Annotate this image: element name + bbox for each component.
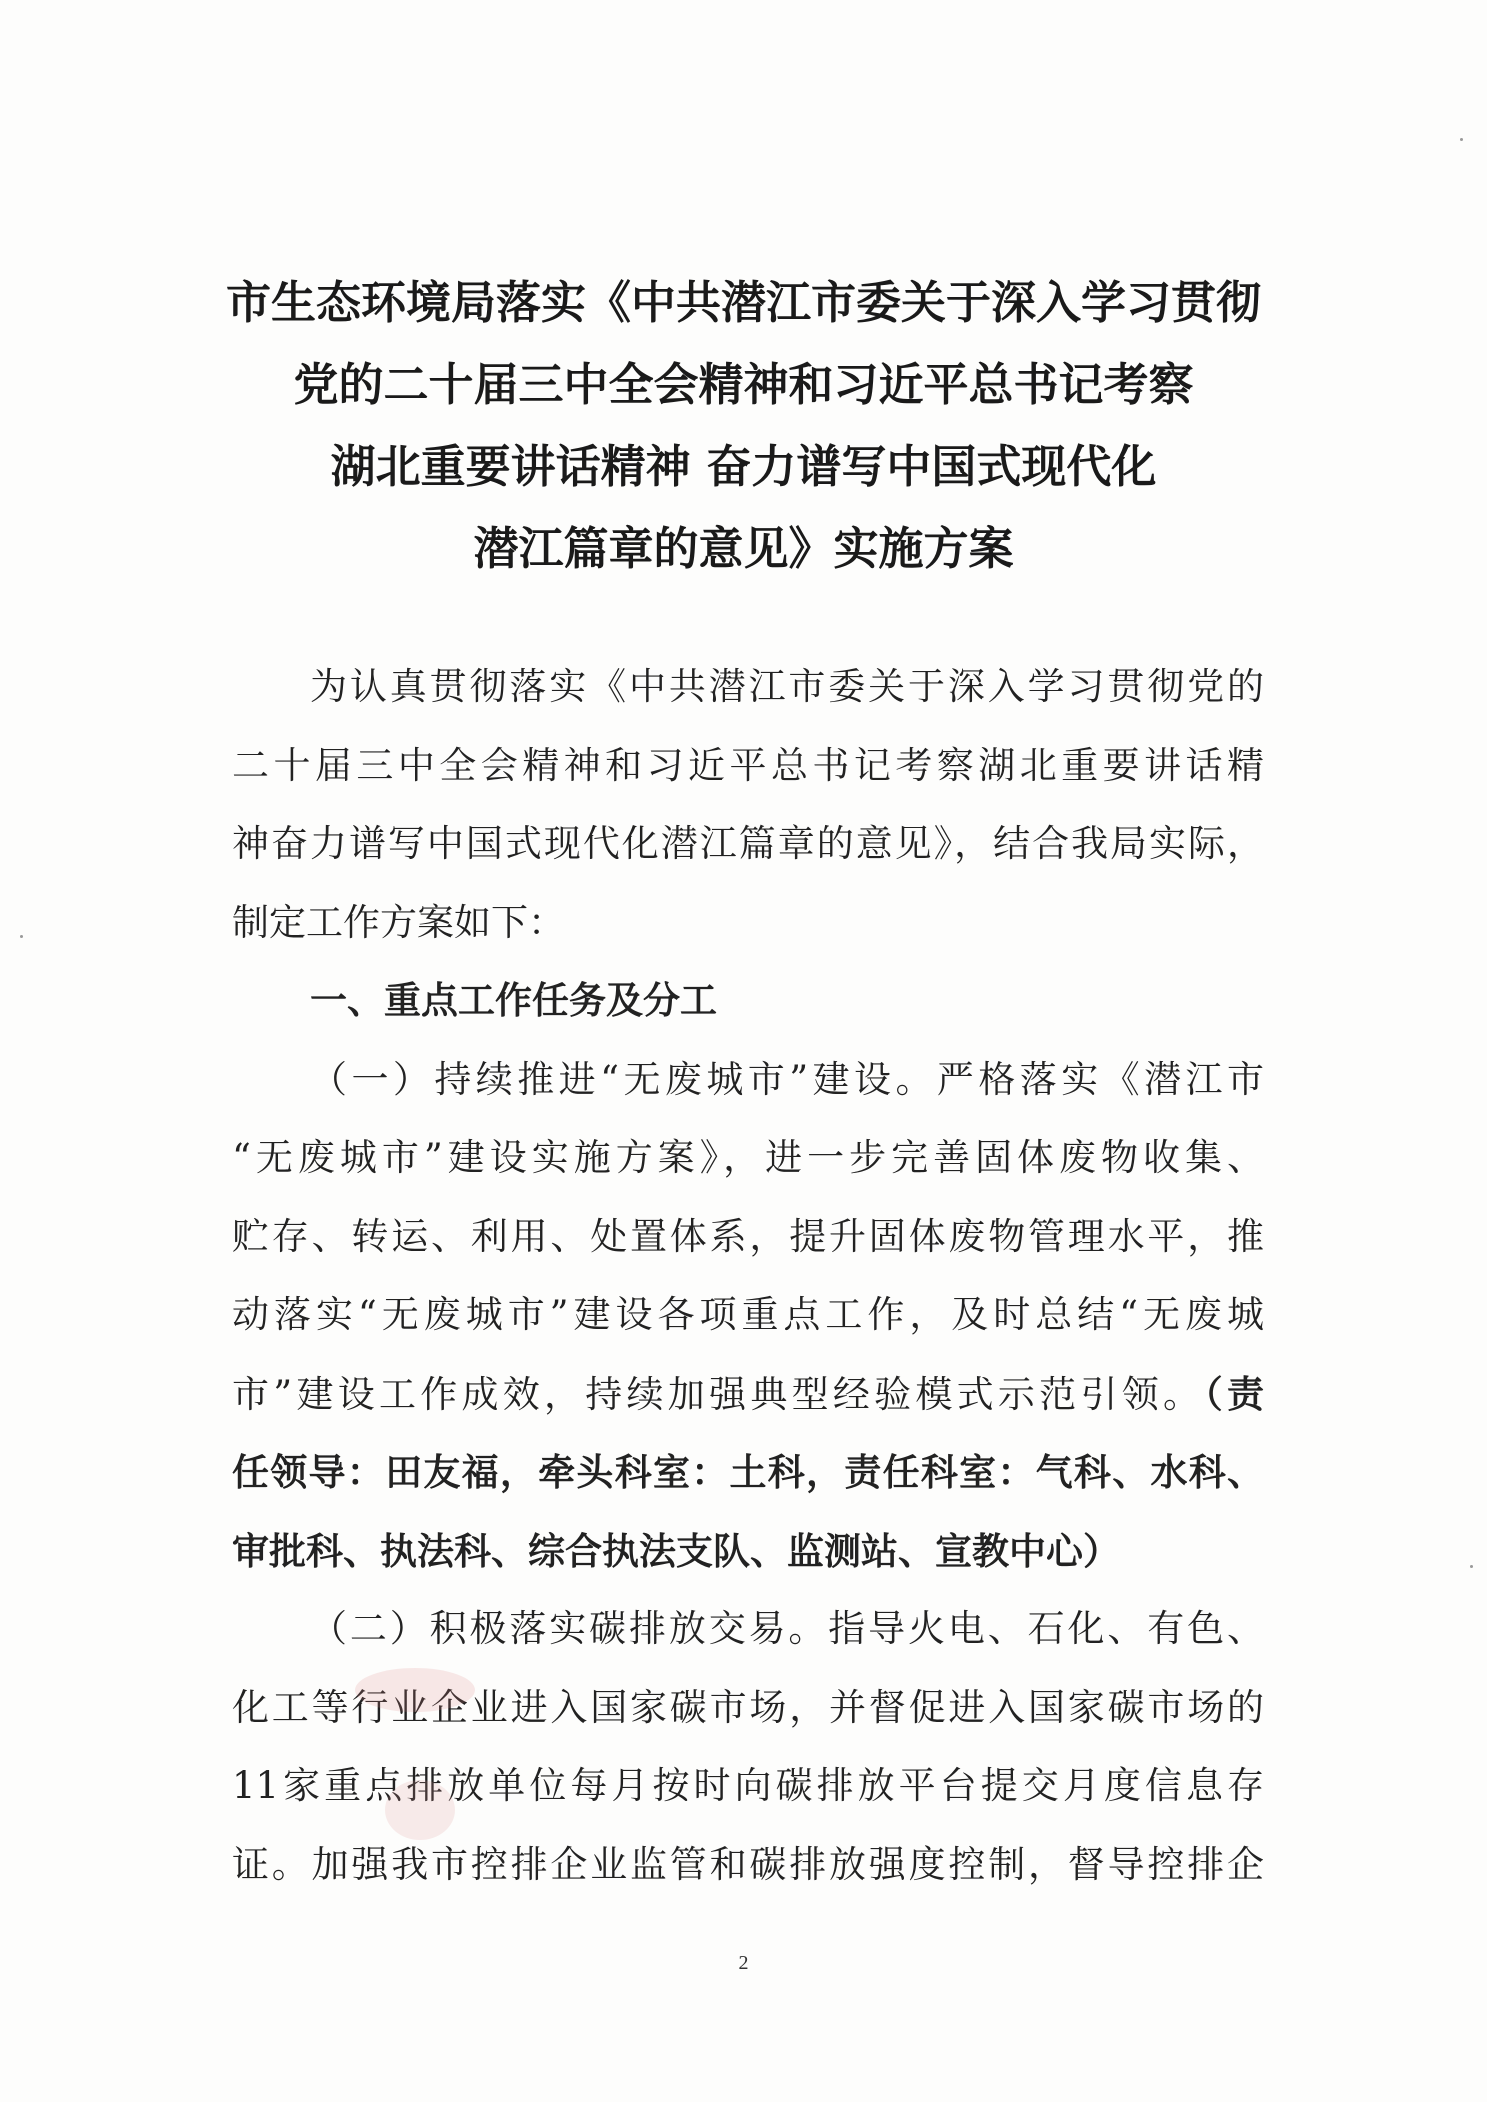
intro-line: 制定工作方案如下： (232, 900, 565, 944)
title-line: 潜江篇章的意见》实施方案 (473, 522, 1014, 575)
scan-speck (1470, 1565, 1473, 1568)
item2-line: （二）积极落实碳排放交易。指导火电、石化、有色、 (310, 1607, 1264, 1650)
item1-line: 贮存、转运、利用、处置体系，提升固体废物管理水平，推 (232, 1214, 1264, 1258)
section-heading: 一、重点工作任务及分工 (310, 979, 717, 1022)
item2-line: 证。加强我市控排企业监管和碳排放强度控制，督导控排企 (232, 1842, 1264, 1886)
title-line: 党的二十届三中全会精神和习近平总书记考察 (293, 358, 1194, 411)
item1-responsibility-line: 任领导：田友福，牵头科室：土科，责任科室：气科、水科、 (232, 1450, 1264, 1494)
item1-line (232, 1355, 1264, 1434)
title-line: 湖北重要讲话精神 奋力谱写中国式现代化 (330, 440, 1157, 493)
title-line: 市生态环境局落实《中共潜江市委关于深入学习贯彻 (225, 276, 1261, 329)
scan-speck (1460, 138, 1463, 141)
item1-line: （一）持续推进“无废城市”建设。严格落实《潜江市 (310, 1057, 1264, 1101)
intro-line: 神奋力谱写中国式现代化潜江篇章的意见》，结合我局实际， (232, 822, 1264, 865)
scan-speck (20, 935, 23, 938)
item2-line: 化工等行业企业进入国家碳市场，并督促进入国家碳市场的 (232, 1685, 1264, 1729)
intro-line: 为认真贯彻落实《中共潜江市委关于深入学习贯彻党的 (310, 665, 1264, 708)
stamp-residue (330, 1630, 500, 1880)
intro-line: 二十届三中全会精神和习近平总书记考察湖北重要讲话精 (232, 743, 1264, 787)
item1-responsibility-line: 审批科、执法科、综合执法支队、监测站、宣教中心） (232, 1528, 1120, 1573)
item2-line: 11家重点排放单位每月按时向碳排放平台提交月度信息存 (232, 1764, 1264, 1807)
item1-line: “无废城市”建设实施方案》，进一步完善固体废物收集、 (232, 1136, 1264, 1179)
item1-line: 动落实“无废城市”建设各项重点工作，及时总结“无废城 (232, 1293, 1264, 1336)
item1-text: 市”建设工作成效，持续加强典型经验模式示范引领。 (232, 1372, 1205, 1416)
page-number: 2 (738, 1952, 749, 1974)
item1-responsibility-start: （责 (1204, 1371, 1264, 1416)
document-title (0, 262, 1487, 590)
